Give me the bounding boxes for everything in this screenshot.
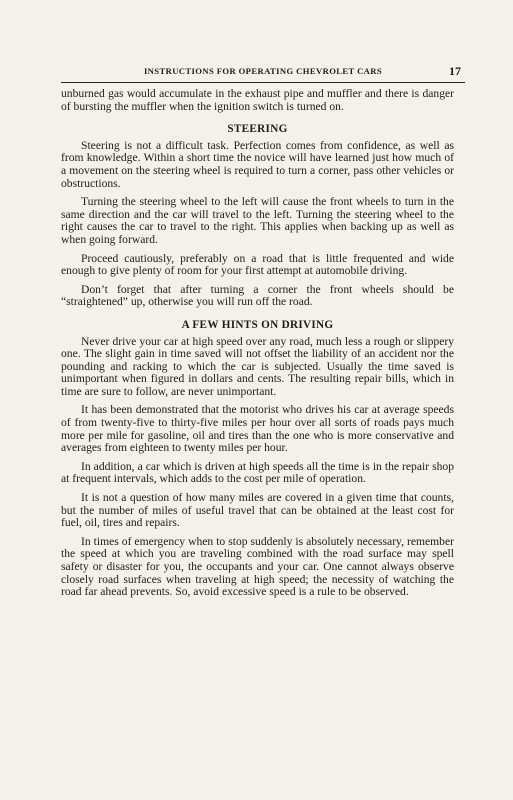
page-header [61, 62, 465, 83]
paragraph: In times of emergency when to stop suddenly is absolutely necessary, remember the speed at which you are traveling combined with the road surface may spell safety or disaster for you, the occupants and your car. One cannot always observe closely road surfaces when traveling at high speed; the necessity of watching the road far ahead prevents. So, avoid excessive speed is a rule to be observed. [61, 534, 454, 599]
paragraph: Turning the steering wheel to the left will cause the front wheels to turn in the same direction and the car will travel to the left. Turning the steering wheel to the right causes the car to travel to the right. This applies when backing up as well as when going forward. [61, 195, 454, 246]
page-number: 17 [449, 64, 461, 78]
paragraph: It is not a question of how many miles are covered in a given time that counts, but the number of miles of useful travel that can be obtained at the least cost for fuel, oil, tires and repairs. [61, 491, 454, 530]
paragraph: Proceed cautiously, preferably on a road that is little frequented and wide enough to give plenty of room for your first attempt at automobile driving. [61, 251, 454, 278]
continued-paragraph: unburned gas would accumulate in the exhaust pipe and muffler and there is danger of bursting the muffler when the ignition switch is turned on. [61, 87, 454, 113]
paragraph: Never drive your car at high speed over any road, much less a rough or slippery one. The slight gain in time saved will not offset the liability of an accident nor the pounding and racking to which the car is subjected. Usually the time saved is unimportant when figured in dollars and cents. The resulting repair bills, which in time are sure to follow, are never unimportant. [61, 334, 454, 398]
paragraph: Don’t forget that after turning a corner the front wheels should be “straightened” up, otherwise you will run off the road. [61, 282, 454, 309]
paragraph: It has been demonstrated that the motorist who drives his car at average speeds of from twenty-five to thirty-five miles per hour over all sorts of roads pays much more per mile for gasoline, oil and tires than the one who is more conservative and averages from eighteen to twenty miles per hour. [61, 403, 454, 455]
paragraph: Steering is not a difficult task. Perfection comes from confidence, as well as from knowledge. Within a short time the novice will have learned just how much of a movement on the steering wheel is required to turn a corner, pass other vehicles or obstructions. [61, 138, 454, 190]
page-body [61, 88, 454, 605]
running-head: INSTRUCTIONS FOR OPERATING CHEVROLET CARS [143, 66, 383, 76]
paragraph: In addition, a car which is driven at high speeds all the time is in the repair shop at frequent intervals, which adds to the cost per mile of operation. [61, 459, 454, 486]
section-heading-steering: STEERING [227, 123, 288, 136]
section-heading-driving-hints: A FEW HINTS ON DRIVING [181, 318, 334, 331]
